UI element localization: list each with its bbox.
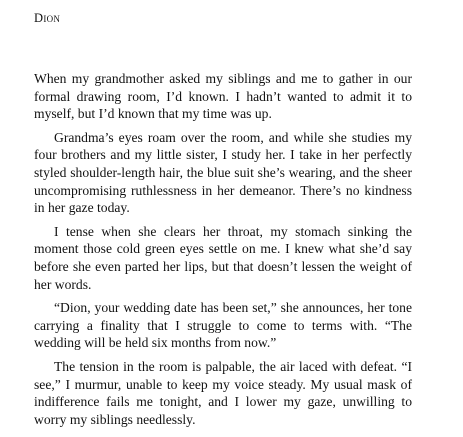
paragraph-4: “Dion, your wedding date has been set,” she announces, her tone carrying a finality that I struggle to come to terms with. “The wedding will be held six months from now.” xyxy=(34,300,412,351)
paragraph-5: The tension in the room is palpable, the air laced with defeat. “I see,” I murmur, unable to keep my voice steady. My usual mask of indifference fails me tonight, and I lower my gaze, unwilling to worry my siblings needlessly. xyxy=(34,358,412,427)
paragraph-3: I tense when she clears her throat, my stomach sinking the moment those cold green eyes settle on me. I knew what she’d say before she even parted her lips, but that doesn’t lessen the weight of her words. xyxy=(34,223,412,292)
paragraph-1: When my grandmother asked my siblings and me to gather in our formal drawing room, I’d known. I hadn’t wanted to admit it to myself, but I’d known that my time was up. xyxy=(34,71,412,122)
running-head: Dion xyxy=(34,11,61,25)
paragraph-2: Grandma’s eyes roam over the room, and while she studies my four brothers and my little sister, I study her. I take in her perfectly styled shoulder-length hair, the blue suit she’s wearing, and the sheer uncompromising ruthlessness in her demeanor. There’s no kindness in her gaze today. xyxy=(34,129,412,216)
chapter-body xyxy=(34,70,412,434)
